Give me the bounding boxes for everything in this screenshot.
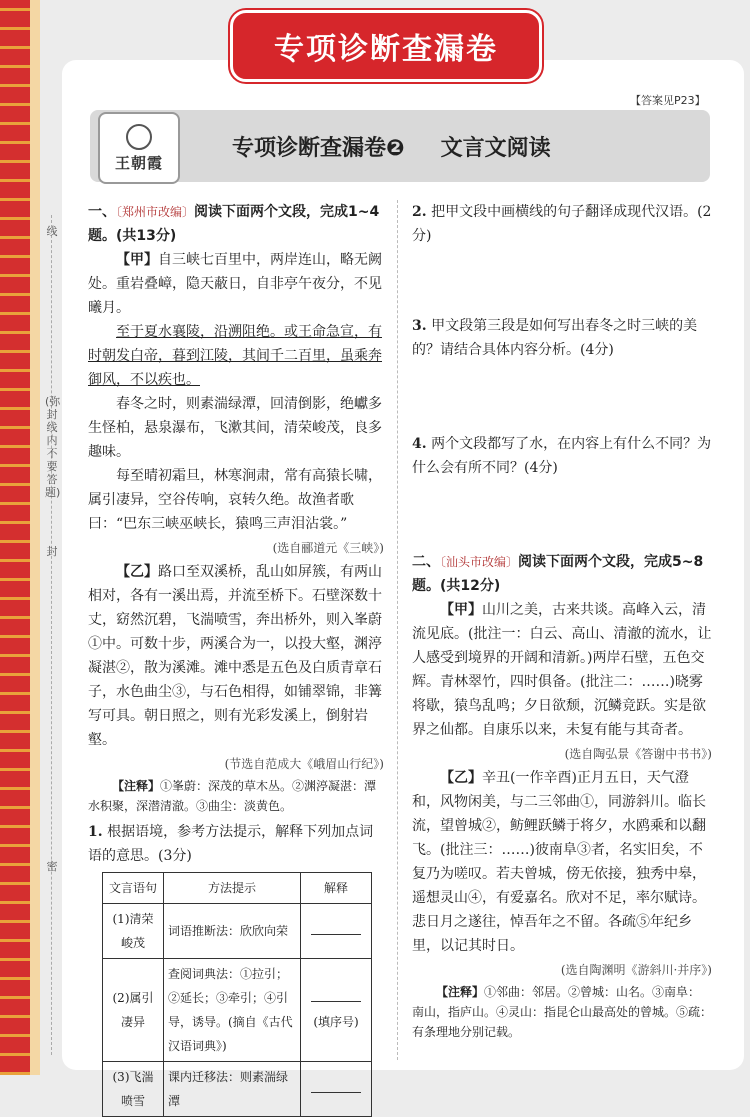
row3-phrase: (3)飞湍喷雪 <box>103 1062 164 1117</box>
yi-p1-text: 路口至双溪桥，乱山如屏簇，有两山相对，各有一溪出焉，并流至桥下。石壁深数十丈，窈然沉碧，飞湍喷雪，奔出桥外，则入峯蔚①中。可数十步，两溪合为一，以投大壑，渊渟凝湛②，散为溪滩。滩中悉是五色及白质青章石子，水色曲尘③，与石色相得，如铺翠锦，非篝写可具。朝日照之，则有光彩发溪上，倒射岩壑。 <box>88 564 382 748</box>
answer-reference: 【答案见P23】 <box>630 94 706 107</box>
section-title <box>232 131 551 162</box>
sec2-jia-label: 【甲】 <box>440 602 482 618</box>
jia-p3: 春冬之时，则素湍绿潭，回清倒影，绝巘多生怪柏，悬泉瀑布，飞漱其间，清荣峻茂，良多趣味。 <box>88 396 382 460</box>
q2sec-heading <box>412 550 712 598</box>
q3-answer-space[interactable] <box>412 362 712 432</box>
notes-label: 【注释】 <box>112 779 161 793</box>
seal-dash-line <box>51 215 52 1055</box>
q1-heading <box>88 200 384 248</box>
row1-hint: 词语推断法：欣欣向荣 <box>164 904 301 959</box>
q2sec-source: 〔汕头市改编〕 <box>440 555 519 569</box>
side-label-note: (弥封线内不要答题) <box>45 395 61 499</box>
table-row <box>103 1062 372 1117</box>
q4-answer-space[interactable] <box>412 480 712 550</box>
q2-answer-space[interactable] <box>412 248 712 314</box>
sec2-jia <box>412 598 712 742</box>
col-header-phrase: 文言语句 <box>103 873 164 904</box>
row2-answer-blank[interactable] <box>301 959 372 1062</box>
q3-text: 甲文段第三段是如何写出春冬之时三峡的美的？请结合具体内容分析。(4分) <box>412 318 698 358</box>
q1-1-prompt: 根据语境，参考方法提示，解释下列加点词语的意思。(3分) <box>88 824 374 864</box>
row2-phrase: (2)属引凄异 <box>103 959 164 1062</box>
side-label-line: 线 <box>46 225 58 238</box>
publisher-logo <box>98 112 180 184</box>
sec2-notes-label: 【注释】 <box>436 985 485 999</box>
sec2-jia-text: 山川之美，古来共谈。高峰入云，清流见底。(批注一：白云、高山、清澈的流水，让人感受到境界的开阔和清新。)两岸石壁，五色交辉。青林翠竹，四时俱备。(批注二：……)晓雾将歇，猿鸟乱鸣；夕日欲颓，沉鳞竞跃。实是欲界之仙都。自康乐以来，未复有能与其奇者。 <box>412 602 712 738</box>
sec2-yi-label: 【乙】 <box>440 770 482 786</box>
right-column <box>412 200 712 1042</box>
jia-p2: 至于夏水襄陵，沿溯阻绝。或王命急宣，有时朝发白帝，暮到江陵，其间千二百里，虽乘奔御风，不以疾也。 <box>88 324 382 388</box>
q1-notes <box>88 776 384 816</box>
q3 <box>412 314 712 362</box>
sec2-yi <box>412 766 712 958</box>
sec2-notes-text: ①邻曲：邻居。②曾城：山名。③南阜：南山，指庐山。④灵山：指昆仑山最高处的曾城。⑤疏：有条理地分别记载。 <box>412 985 713 1039</box>
jia-citation: (选自郦道元《三峡》) <box>272 541 384 555</box>
section-title-main: 专项诊断查漏卷❷ <box>232 136 405 161</box>
table-header-row <box>103 873 372 904</box>
q4 <box>412 432 712 480</box>
col-header-hint: 方法提示 <box>164 873 301 904</box>
table-row <box>103 904 372 959</box>
table-row <box>103 959 372 1062</box>
side-label-mi: 密 <box>46 860 58 873</box>
row1-answer-blank[interactable] <box>301 904 372 959</box>
sec2-jia-citation: (选自陶弘景《答谢中书书》) <box>564 747 712 761</box>
jia-p4: 每至晴初霜旦，林寒涧肃，常有高猿长啸，属引凄异，空谷传响，哀转久绝。故渔者歌曰：“巴东三峡巫峡长，猿鸣三声泪沾裳。” <box>88 468 382 532</box>
q2sec-number: 二、 <box>412 554 440 570</box>
col-header-answer: 解释 <box>301 873 372 904</box>
q2-text: 把甲文段中画横线的句子翻译成现代汉语。(2分) <box>412 204 712 244</box>
sec2-yi-citation: (选自陶渊明《游斜川·并序》) <box>560 963 712 977</box>
q4-number: 4. <box>412 436 427 452</box>
q1-source: 〔郑州市改编〕 <box>116 205 195 219</box>
header-tab-title: 专项诊断查漏卷 <box>230 10 542 82</box>
row3-answer-blank[interactable] <box>301 1062 372 1117</box>
q2sec-prompt: 阅读下面两个文段，完成5~8题。(共12分) <box>412 554 704 594</box>
q1-number: 一、 <box>88 204 116 220</box>
q2-number: 2. <box>412 204 427 220</box>
row2-hint: 查阅词典法：①拉引；②延长；③牵引；④引导，诱导。(摘自《古代汉语词典》) <box>164 959 301 1062</box>
q2 <box>412 200 712 248</box>
method-table <box>102 872 372 1117</box>
left-column <box>88 200 384 1117</box>
section-subtitle: 文言文阅读 <box>440 136 551 161</box>
column-divider <box>397 200 398 1060</box>
q1-prompt: 阅读下面两个文段，完成1~4题。(共13分) <box>88 204 380 244</box>
row3-hint: 课内迁移法：则素湍绿潭 <box>164 1062 301 1117</box>
yi-label: 【乙】 <box>116 564 158 580</box>
logo-text: 王朝霞 <box>114 153 163 172</box>
jia-p1-text: 自三峡七百里中，两岸连山，略无阙处。重岩叠嶂，隐天蔽日，自非亭午夜分，不见曦月。 <box>88 252 382 316</box>
sec2-yi-text: 辛丑(一作辛酉)正月五日，天气澄和，风物闲美，与二三邻曲①，同游斜川。临长流，望曾城②，鲂鲤跃鳞于将夕，水鸥乘和以翻飞。(批注三：……)彼南阜③者，名实旧矣，不复乃为嗟叹。若夫曾城，傍无依接，独秀中皋，遥想灵山④，有爱嘉名。欣对不足，率尔赋诗。悲日月之遂往，悼吾年之不留。各疏⑤年纪乡里，以记其时日。 <box>412 770 706 954</box>
row2-answer-hint: (填序号) <box>313 1015 359 1029</box>
yi-citation: (节选自范成大《峨眉山行纪》) <box>224 757 384 771</box>
q3-number: 3. <box>412 318 427 334</box>
seal-icon <box>126 124 152 150</box>
sec2-notes <box>412 982 712 1042</box>
yi-p1 <box>88 560 384 752</box>
jia-p1 <box>88 248 384 320</box>
row1-phrase: (1)清荣峻茂 <box>103 904 164 959</box>
left-decor-band <box>0 0 40 1075</box>
q4-text: 两个文段都写了水，在内容上有什么不同？为什么会有所不同？(4分) <box>412 436 712 476</box>
jia-label: 【甲】 <box>116 252 158 268</box>
q1-1 <box>88 820 384 868</box>
side-label-seal: 封 <box>46 545 58 558</box>
notes-text: ①峯蔚：深茂的草木丛。②渊渟凝湛：潭水积聚，深潜清澈。③曲尘：淡黄色。 <box>88 779 377 813</box>
q1-1-number: 1. <box>88 824 103 840</box>
